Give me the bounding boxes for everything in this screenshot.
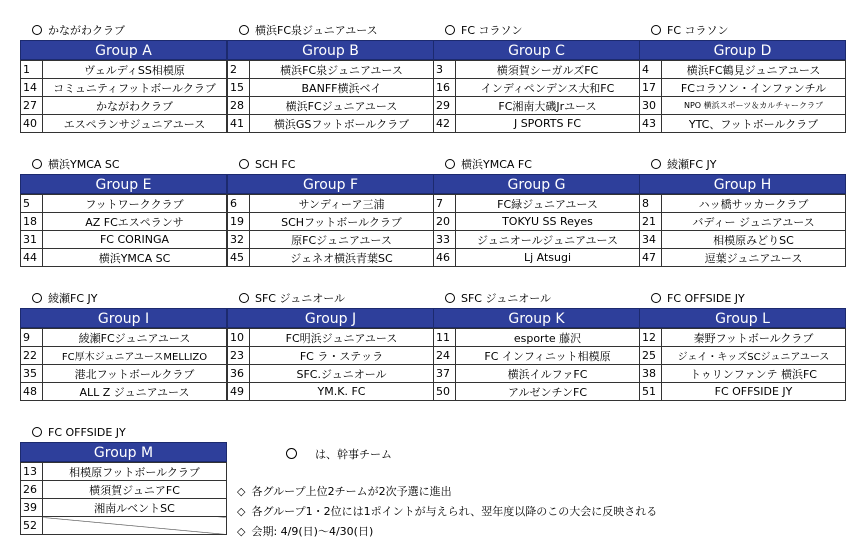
diamond-icon: ◇: [237, 525, 246, 538]
table-row: 47 逗葉ジュニアユース: [640, 249, 846, 267]
group-i: [20, 290, 227, 401]
group-title: Group D: [639, 40, 846, 60]
group-e: [20, 156, 227, 267]
group-table: [433, 328, 640, 401]
group-table: [227, 194, 434, 267]
group-table: [20, 328, 227, 401]
circle-icon: [239, 159, 249, 169]
group-host: FC OFFSIDE JY: [20, 424, 227, 442]
table-row: 42 J SPORTS FC: [434, 115, 640, 133]
group-host: SCH FC: [227, 156, 434, 174]
table-row: 33 ジュニオールジュニアユース: [434, 231, 640, 249]
table-row: 32 原FCジュニアユース: [228, 231, 434, 249]
table-row: 37 横浜イルファFC: [434, 365, 640, 383]
circle-icon: [651, 293, 661, 303]
group-l: [639, 290, 846, 401]
table-row: 17 FCコラソン・インファンチル: [640, 79, 846, 97]
group-title: Group E: [20, 174, 227, 194]
group-j: [227, 290, 434, 401]
table-row: 27 かながわクラブ: [21, 97, 227, 115]
table-row: 6 サンディーア三浦: [228, 195, 434, 213]
circle-icon: [239, 25, 249, 35]
circle-icon: [445, 25, 455, 35]
circle-icon: [286, 448, 297, 459]
table-row: 46 Lj Atsugi: [434, 249, 640, 267]
circle-icon: [32, 159, 42, 169]
table-row: 12 秦野フットボールクラブ: [640, 329, 846, 347]
diamond-icon: ◇: [237, 485, 246, 498]
group-title: Group F: [227, 174, 434, 194]
group-title: Group J: [227, 308, 434, 328]
group-title: Group L: [639, 308, 846, 328]
table-row: 36 SFC.ジュニオール: [228, 365, 434, 383]
table-row: 45 ジェネオ横浜青葉SC: [228, 249, 434, 267]
table-row: 5 フットワーククラブ: [21, 195, 227, 213]
table-row: 51 FC OFFSIDE JY: [640, 383, 846, 401]
group-c: [433, 22, 640, 133]
table-row: 44 横浜YMCA SC: [21, 249, 227, 267]
group-host: FC コラソン: [433, 22, 640, 40]
group-title: Group K: [433, 308, 640, 328]
group-h: [639, 156, 846, 267]
group-title: Group B: [227, 40, 434, 60]
group-b: [227, 22, 434, 133]
notes: [237, 482, 657, 542]
group-a: [20, 22, 227, 133]
group-host: FC コラソン: [639, 22, 846, 40]
circle-icon: [445, 293, 455, 303]
group-host: 横浜FC泉ジュニアユース: [227, 22, 434, 40]
table-row: 30 NPO 横浜スポーツ＆カルチャークラブ: [640, 97, 846, 115]
table-row: 20 TOKYU SS Reyes: [434, 213, 640, 231]
circle-icon: [651, 25, 661, 35]
table-row: 1 ヴェルディSS相模原: [21, 61, 227, 79]
circle-icon: [239, 293, 249, 303]
table-row: 38 トゥリンファンテ 横浜FC: [640, 365, 846, 383]
group-title: Group H: [639, 174, 846, 194]
circle-icon: [32, 293, 42, 303]
group-host: 綾瀬FC JY: [20, 290, 227, 308]
table-row: 14 コミュニティフットボールクラブ: [21, 79, 227, 97]
group-title: Group I: [20, 308, 227, 328]
empty-slot: [43, 517, 227, 535]
group-host: かながわクラブ: [20, 22, 227, 40]
group-table: [20, 60, 227, 133]
group-f: [227, 156, 434, 267]
group-host: SFC ジュニオール: [227, 290, 434, 308]
table-row: 21 バディー ジュニアユース: [640, 213, 846, 231]
group-table: [433, 194, 640, 267]
table-row: 4 横浜FC鶴見ジュニアユース: [640, 61, 846, 79]
table-row: 40 エスペランサジュニアユース: [21, 115, 227, 133]
group-host: 横浜YMCA FC: [433, 156, 640, 174]
group-d: [639, 22, 846, 133]
group-table: [227, 328, 434, 401]
group-title: Group C: [433, 40, 640, 60]
group-host: SFC ジュニオール: [433, 290, 640, 308]
table-row: 10 FC明浜ジュニアユース: [228, 329, 434, 347]
group-title: Group M: [20, 442, 227, 462]
group-m: [20, 424, 227, 535]
group-table: [20, 462, 227, 535]
group-host: 綾瀬FC JY: [639, 156, 846, 174]
group-k: [433, 290, 640, 401]
table-row: 31 FC CORINGA: [21, 231, 227, 249]
table-row: 18 AZ FCエスペランサ: [21, 213, 227, 231]
table-row: 29 FC湘南大磯Jrユース: [434, 97, 640, 115]
table-row: 28 横浜FCジュニアユース: [228, 97, 434, 115]
circle-icon: [445, 159, 455, 169]
circle-icon: [651, 159, 661, 169]
table-row: 35 港北フットボールクラブ: [21, 365, 227, 383]
group-title: Group G: [433, 174, 640, 194]
table-row: 50 アルゼンチンFC: [434, 383, 640, 401]
note-item: ◇ 会期: 4/9(日)～4/30(日): [237, 522, 657, 542]
group-table: [227, 60, 434, 133]
table-row: 43 YTC、フットボールクラブ: [640, 115, 846, 133]
table-row: 19 SCHフットボールクラブ: [228, 213, 434, 231]
group-table: [639, 60, 846, 133]
group-table: [639, 194, 846, 267]
table-row: 3 横須賀シーガルズFC: [434, 61, 640, 79]
table-row: 48 ALL Z ジュニアユース: [21, 383, 227, 401]
table-row: 22 FC厚木ジュニアユースMELLIZO: [21, 347, 227, 365]
circle-icon: [32, 427, 42, 437]
table-row: 52: [21, 517, 227, 535]
table-row: 41 横浜GSフットボールクラブ: [228, 115, 434, 133]
note-item: ◇ 各グループ1・2位には1ポイントが与えられ、翌年度以降のこの大会に反映される: [237, 502, 657, 522]
table-row: 11 esporte 藤沢: [434, 329, 640, 347]
table-row: 26 横須賀ジュニアFC: [21, 481, 227, 499]
group-table: [20, 194, 227, 267]
table-row: 25 ジェイ・キッズSCジュニアユース: [640, 347, 846, 365]
table-row: 9 綾瀬FCジュニアユース: [21, 329, 227, 347]
group-host: FC OFFSIDE JY: [639, 290, 846, 308]
legend: は、幹事チーム: [286, 446, 392, 462]
diamond-icon: ◇: [237, 505, 246, 518]
table-row: 24 FC インフィニット相模原: [434, 347, 640, 365]
note-item: ◇ 各グループ上位2チームが2次予選に進出: [237, 482, 657, 502]
group-g: [433, 156, 640, 267]
table-row: 8 ハッ橋サッカークラブ: [640, 195, 846, 213]
circle-icon: [32, 25, 42, 35]
table-row: 34 相模原みどりSC: [640, 231, 846, 249]
table-row: 39 湘南ルベントSC: [21, 499, 227, 517]
table-row: 7 FC緑ジュニアユース: [434, 195, 640, 213]
group-title: Group A: [20, 40, 227, 60]
table-row: 16 インディペンデンス大和FC: [434, 79, 640, 97]
table-row: 13 相模原フットボールクラブ: [21, 463, 227, 481]
table-row: 23 FC ラ・ステッラ: [228, 347, 434, 365]
group-host: 横浜YMCA SC: [20, 156, 227, 174]
table-row: 15 BANFF横浜ベイ: [228, 79, 434, 97]
table-row: 2 横浜FC泉ジュニアユース: [228, 61, 434, 79]
group-table: [639, 328, 846, 401]
table-row: 49 YM.K. FC: [228, 383, 434, 401]
group-table: [433, 60, 640, 133]
